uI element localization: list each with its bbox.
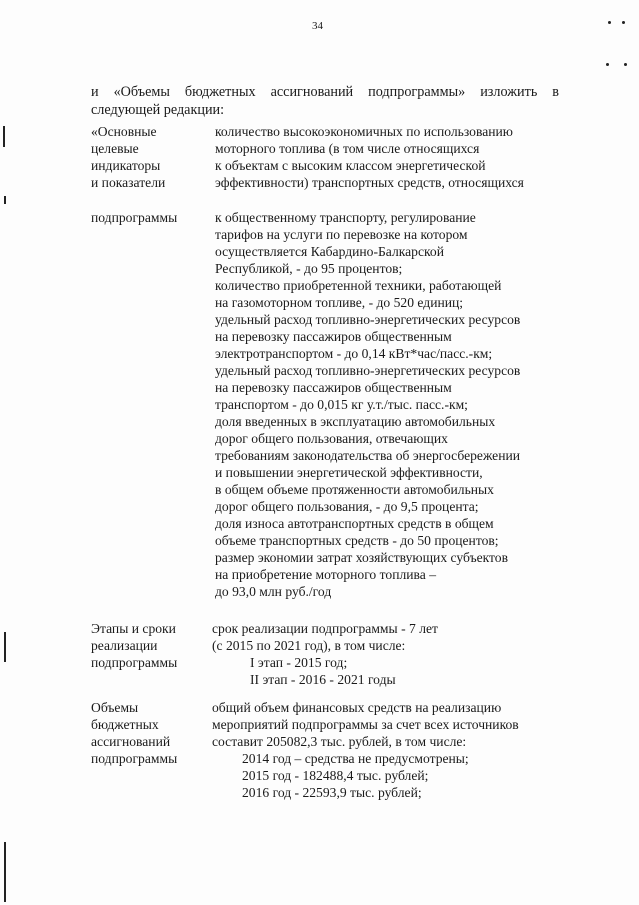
text-line: объеме транспортных средств - до 50 процентов; (215, 533, 499, 548)
text-line: составит 205082,3 тыс. рублей, в том числе: (212, 734, 467, 749)
scan-artifact (608, 21, 611, 24)
text-line: моторного топлива (в том числе относящихся (215, 141, 480, 156)
text-line: электротранспортом - до 0,14 кВт*час/пасс.-км; (215, 346, 493, 361)
row-label-indicators (91, 123, 165, 191)
scan-artifact (4, 196, 6, 204)
text-line: (с 2015 по 2021 год), в том числе: (212, 638, 406, 653)
text-line: дорог общего пользования, - до 9,5 процента; (215, 499, 479, 514)
label-line: реализации (91, 638, 158, 653)
text-line: тарифов на услуги по перевозке на котором (215, 227, 468, 242)
text-line: на перевозку пассажиров общественным (215, 380, 452, 395)
label-line: подпрограммы (91, 655, 178, 670)
text-line: размер экономии затрат хозяйствующих субъектов (215, 550, 509, 565)
label-line: бюджетных (91, 717, 159, 732)
text-line: на газомоторном топливе, - до 520 единиц; (215, 295, 464, 310)
text-line: и повышении энергетической эффективности, (215, 465, 483, 480)
scan-artifact (606, 63, 609, 66)
intro-line: следующей редакции: (91, 102, 225, 118)
text-line: доля износа автотранспортных средств в общем (215, 516, 494, 531)
year-line: 2016 год - 22593,9 тыс. рублей; (242, 785, 422, 800)
stage-line: II этап - 2016 - 2021 годы (250, 672, 396, 687)
scan-artifact (3, 126, 5, 147)
text-line: к общественному транспорту, регулирование (215, 210, 476, 225)
text-line: срок реализации подпрограммы - 7 лет (212, 621, 438, 636)
text-line: дорог общего пользования, отвечающих (215, 431, 448, 446)
row-text-stages (212, 620, 438, 688)
label-line: индикаторы (91, 158, 161, 173)
text-line: общий объем финансовых средств на реализацию (212, 700, 502, 715)
text-line: требованиям законодательства об энергосбережении (215, 448, 521, 463)
row-label-budget (91, 699, 177, 767)
row-label-subprogram (91, 209, 177, 226)
text-line: Республикой, - до 95 процентов; (215, 261, 403, 276)
text-line: в общем объеме протяженности автомобильных (215, 482, 494, 497)
label-line: Объемы (91, 700, 139, 715)
text-line: мероприятий подпрограммы за счет всех источников (212, 717, 519, 732)
label-line: и показатели (91, 175, 166, 190)
page-number: 34 (312, 20, 323, 32)
intro-line: и «Объемы бюджетных ассигнований подпрограммы» изложить в (91, 84, 559, 100)
text-line: доля введенных в эксплуатацию автомобильных (215, 414, 496, 429)
row-text-budget (212, 699, 519, 801)
stage-line: I этап - 2015 год; (250, 655, 348, 670)
scan-artifact (4, 632, 6, 662)
text-line: транспортом - до 0,015 кг у.т./тыс. пасс.-км; (215, 397, 468, 412)
row-text-subprogram (215, 209, 520, 600)
row-text-indicators (215, 123, 524, 191)
label-line: подпрограммы (91, 210, 178, 225)
intro-paragraph (91, 83, 559, 119)
text-line: до 93,0 млн руб./год (215, 584, 332, 599)
text-line: осуществляется Кабардино-Балкарской (215, 244, 444, 259)
text-line: на приобретение моторного топлива – (215, 567, 436, 582)
label-line: целевые (91, 141, 139, 156)
scan-artifact (4, 842, 6, 902)
label-line: ассигнований (91, 734, 171, 749)
row-label-stages (91, 620, 177, 671)
label-line: подпрограммы (91, 751, 178, 766)
label-line: Этапы и сроки (91, 621, 176, 636)
text-line: количество приобретенной техники, работающей (215, 278, 502, 293)
label-line: «Основные (91, 124, 157, 139)
scan-artifact (622, 21, 625, 24)
text-line: количество высокоэкономичных по использованию (215, 124, 513, 139)
year-line: 2014 год – средства не предусмотрены; (242, 751, 469, 766)
text-line: удельный расход топливно-энергетических ресурсов (215, 312, 521, 327)
year-line: 2015 год - 182488,4 тыс. рублей; (242, 768, 429, 783)
text-line: к объектам с высоким классом энергетической (215, 158, 486, 173)
text-line: на перевозку пассажиров общественным (215, 329, 452, 344)
scan-artifact (624, 63, 627, 66)
text-line: удельный расход топливно-энергетических ресурсов (215, 363, 521, 378)
text-line: эффективности) транспортных средств, относящихся (215, 175, 524, 190)
